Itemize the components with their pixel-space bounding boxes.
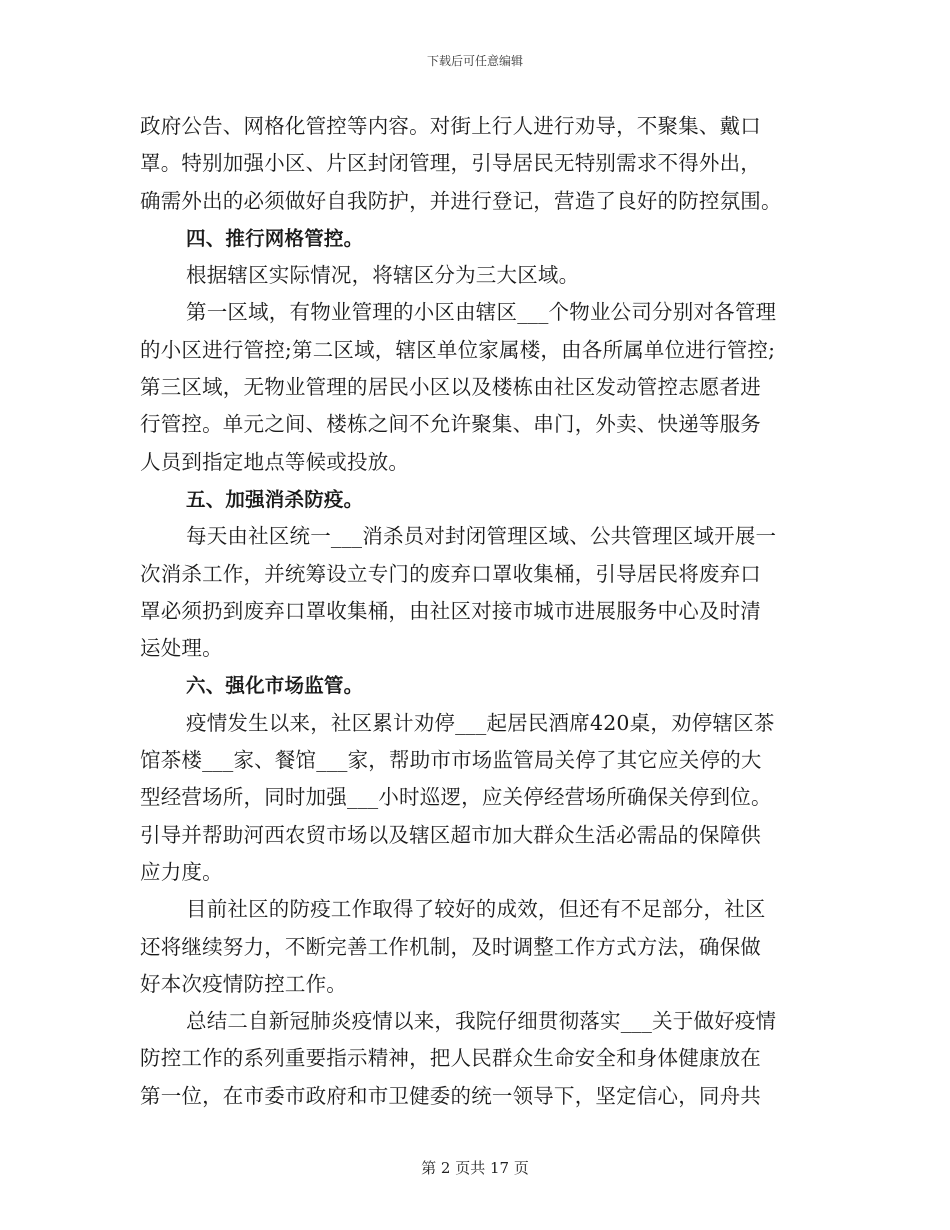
body-text-line: 第一位，在市委市政府和市卫健委的统一领导下，坚定信心，同舟共	[140, 1083, 761, 1108]
body-text-line: 第一区域，有物业管理的小区由辖区___个物业公司分别对各管理	[186, 300, 777, 325]
body-text-line: 根据辖区实际情况，将辖区分为三大区域。	[186, 263, 580, 288]
body-text-line: 目前社区的防疫工作取得了较好的成效，但还有不足部分，社区	[186, 897, 766, 922]
section-heading: 四、推行网格管控。	[186, 226, 364, 250]
body-text-line: 馆茶楼___家、餐馆___家，帮助市市场监管局关停了其它应关停的大	[140, 748, 762, 773]
body-text-line: 应力度。	[140, 859, 223, 884]
body-text-line: 型经营场所，同时加强___小时巡逻，应关停经营场所确保关停到位。	[140, 785, 772, 810]
body-text-line: 引导并帮助河西农贸市场以及辖区超市加大群众生活必需品的保障供	[140, 822, 761, 847]
body-text-line: 的小区进行管控;第二区域，辖区单位家属楼，由各所属单位进行管控;	[140, 337, 776, 362]
body-text-line: 人员到指定地点等候或投放。	[140, 449, 410, 474]
page-number-footer: 第 2 页共 17 页	[421, 1159, 529, 1177]
body-text-line: 总结二自新冠肺炎疫情以来，我院仔细贯彻落实___关于做好疫情	[186, 1009, 777, 1034]
body-text-line: 还将继续努力，不断完善工作机制，及时调整工作方式方法，确保做	[140, 934, 761, 959]
section-heading: 六、强化市场监管。	[186, 674, 364, 698]
body-text-line: 行管控。单元之间、楼栋之间不允许聚集、串门，外卖、快递等服务	[140, 412, 761, 437]
body-text-line: 确需外出的必须做好自我防护，并进行登记，营造了良好的防控氛围。	[140, 188, 782, 213]
body-text-line: 政府公告、网格化管控等内容。对街上行人进行劝导，不聚集、戴口	[140, 114, 761, 138]
page-header: 下载后可任意编辑	[426, 54, 523, 68]
body-text-line: 罩。特别加强小区、片区封闭管理，引导居民无特别需求不得外出，	[140, 151, 761, 176]
body-text-line: 好本次疫情防控工作。	[140, 971, 347, 996]
document-body	[140, 108, 812, 1115]
body-text-line: 罩必须扔到废弃口罩收集桶，由社区对接市城市进展服务中心及时清	[140, 598, 761, 623]
body-text-line: 疫情发生以来，社区累计劝停___起居民酒席420桌，劝停辖区茶	[186, 710, 775, 735]
body-text-line: 每天由社区统一___消杀员对封闭管理区域、公共管理区域开展一	[186, 524, 777, 549]
body-text-line: 第三区域，无物业管理的居民小区以及楼栋由社区发动管控志愿者进	[140, 375, 761, 400]
body-text-line: 运处理。	[140, 636, 223, 661]
section-heading: 五、加强消杀防疫。	[186, 487, 364, 511]
body-text-line: 防控工作的系列重要指示精神，把人民群众生命安全和身体健康放在	[140, 1046, 761, 1071]
body-text-line: 次消杀工作，并统筹设立专门的废弃口罩收集桶，引导居民将废弃口	[140, 561, 761, 586]
